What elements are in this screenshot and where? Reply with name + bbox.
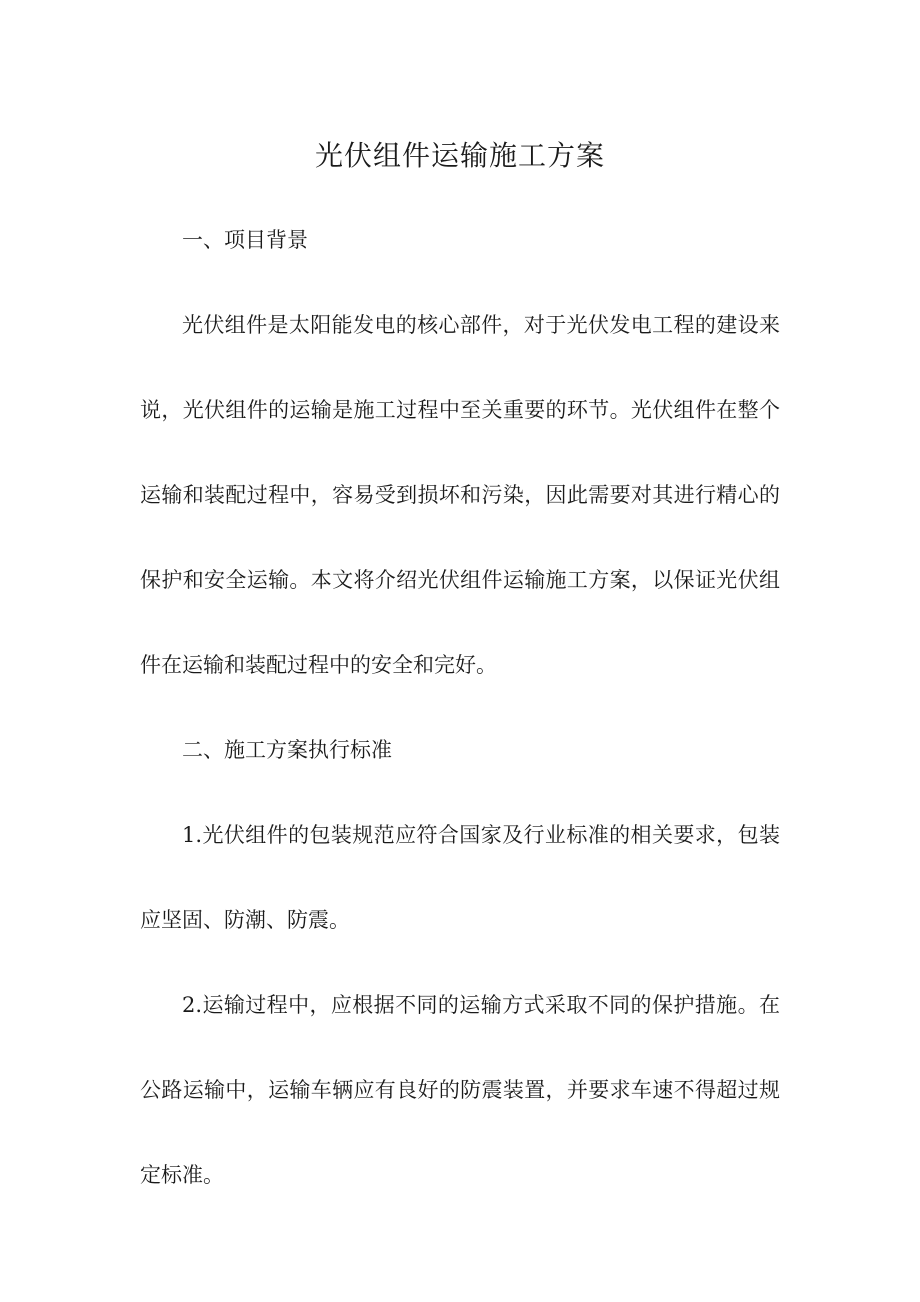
list-item-line: 公路运输中，运输车辆应有良好的防震装置，并要求车速不得超过规 <box>140 1078 780 1102</box>
paragraph-line: 件在运输和装配过程中的安全和完好。 <box>140 653 497 677</box>
list-item-line: 2.运输过程中，应根据不同的运输方式采取不同的保护措施。在 <box>182 993 780 1017</box>
paragraph-line: 运输和装配过程中，容易受到损坏和污染，因此需要对其进行精心的 <box>140 483 780 507</box>
paragraph-line: 保护和安全运输。本文将介绍光伏组件运输施工方案，以保证光伏组 <box>140 568 780 592</box>
paragraph-line: 光伏组件是太阳能发电的核心部件，对于光伏发电工程的建设来 <box>182 313 780 337</box>
list-item-line: 1.光伏组件的包装规范应符合国家及行业标准的相关要求，包装 <box>182 823 780 847</box>
list-item-line: 定标准。 <box>140 1163 224 1187</box>
section-heading-background: 一、项目背景 <box>182 228 308 252</box>
list-item-line: 应坚固、防潮、防震。 <box>140 908 350 932</box>
page-title: 光伏组件运输施工方案 <box>314 139 605 172</box>
section-heading-standards: 二、施工方案执行标准 <box>182 738 392 762</box>
paragraph-line: 说，光伏组件的运输是施工过程中至关重要的环节。光伏组件在整个 <box>140 398 780 422</box>
